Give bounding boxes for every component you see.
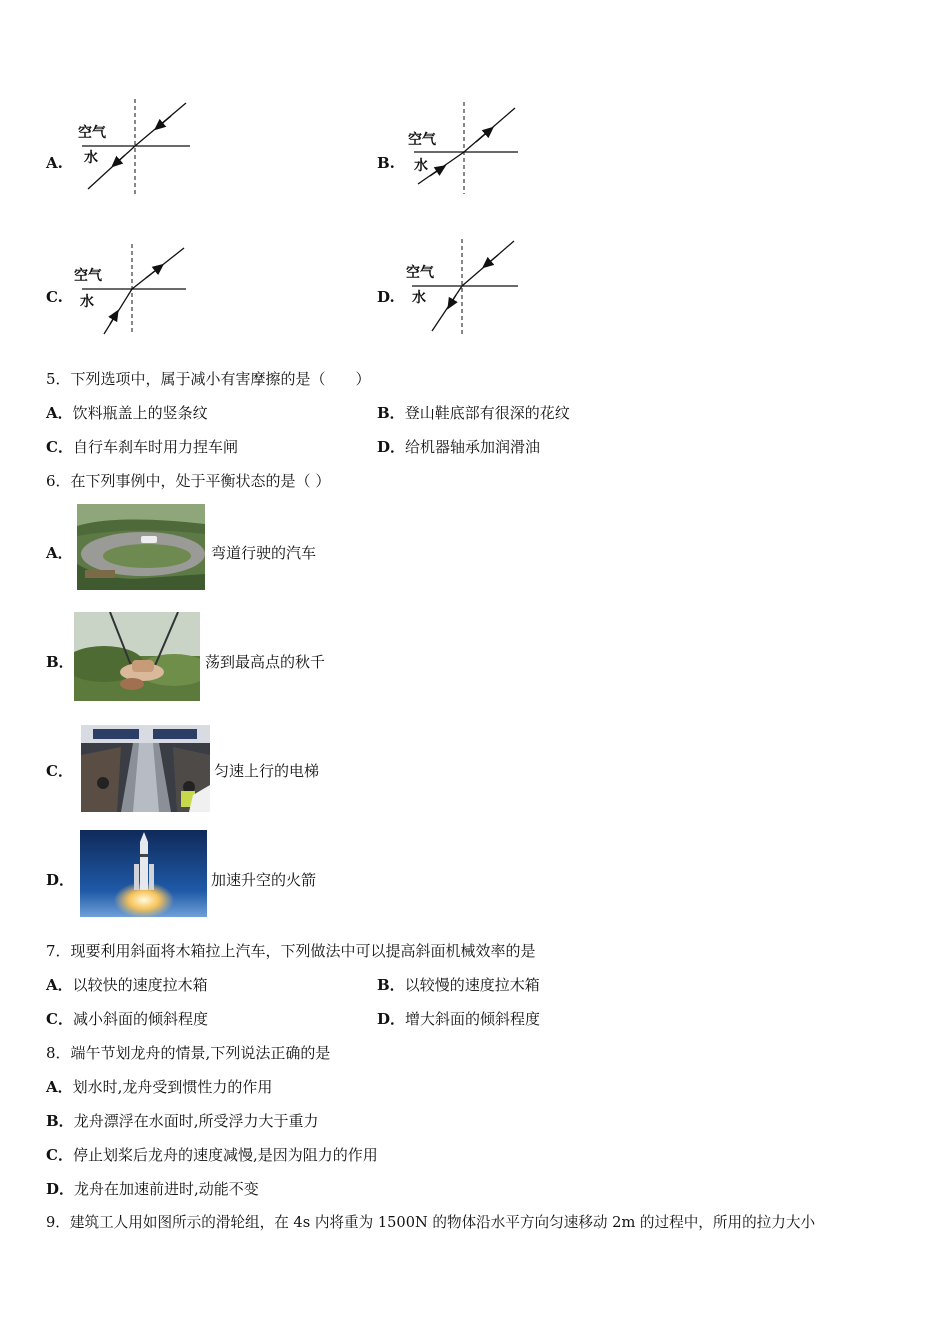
q6-option-d-text: 加速升空的火箭 <box>211 871 317 889</box>
q7-option-b: B．以较慢的速度拉木箱 <box>377 976 540 994</box>
rocket-photo <box>80 830 207 917</box>
q8-option-d: D．龙舟在加速前进时,动能不变 <box>46 1180 259 1198</box>
q6-option-b-text: 荡到最高点的秋千 <box>205 653 326 671</box>
q6-option-c-letter: C． <box>46 762 73 780</box>
curved-road-photo <box>77 504 205 590</box>
q5-stem: 5．下列选项中，属于减小有害摩擦的是（ ） <box>46 370 371 388</box>
q6-option-a-text: 弯道行驶的汽车 <box>211 544 317 562</box>
q5-option-a: A．饮料瓶盖上的竖条纹 <box>46 404 208 422</box>
q7-stem: 7．现要利用斜面将木箱拉上汽车，下列做法中可以提高斜面机械效率的是 <box>46 942 536 960</box>
water-label: 水 <box>84 150 98 166</box>
q4-option-b-diagram <box>400 98 530 198</box>
q4-option-c-diagram <box>70 240 200 340</box>
q7-option-d: D．增大斜面的倾斜程度 <box>377 1010 541 1028</box>
q8-stem: 8．端午节划龙舟的情景,下列说法正确的是 <box>46 1044 331 1062</box>
q4-option-a-letter: A. <box>46 154 63 172</box>
q6-option-a-letter: A． <box>46 544 73 562</box>
q6-stem: 6．在下列事例中，处于平衡状态的是（ ） <box>46 472 331 490</box>
q7-option-c: C．减小斜面的倾斜程度 <box>46 1010 208 1028</box>
q8-option-c: C．停止划桨后龙舟的速度减慢,是因为阻力的作用 <box>46 1146 378 1164</box>
q4-option-d-diagram <box>400 235 530 340</box>
q7-option-a: A．以较快的速度拉木箱 <box>46 976 208 994</box>
q6-option-d-letter: D． <box>46 871 75 889</box>
q4-option-d-letter: D. <box>377 288 395 306</box>
q8-option-a: A．划水时,龙舟受到惯性力的作用 <box>46 1078 273 1096</box>
q5-option-b: B．登山鞋底部有很深的花纹 <box>377 404 570 422</box>
q4-option-c-letter: C. <box>46 288 63 306</box>
q5-option-d: D．给机器轴承加润滑油 <box>377 438 541 456</box>
q8-option-b: B．龙舟漂浮在水面时,所受浮力大于重力 <box>46 1112 319 1130</box>
q4-option-a-diagram <box>70 95 200 200</box>
q5-option-c: C．自行车刹车时用力捏车闸 <box>46 438 238 456</box>
air-label: 空气 <box>408 132 436 148</box>
water-label: 水 <box>412 290 426 306</box>
q6-option-c-text: 匀速上行的电梯 <box>214 762 320 780</box>
air-label: 空气 <box>74 268 102 284</box>
q6-option-b-letter: B． <box>46 653 74 671</box>
water-label: 水 <box>80 294 94 310</box>
escalator-photo <box>81 725 210 812</box>
water-label: 水 <box>414 158 428 174</box>
air-label: 空气 <box>406 265 434 281</box>
q9-stem: 9．建筑工人用如图所示的滑轮组，在 4s 内将重为 1500N 的物体沿水平方向匀速移动 2m 的过程中，所用的拉力大小 <box>46 1214 816 1231</box>
air-label: 空气 <box>78 125 106 141</box>
q4-option-b-letter: B. <box>377 154 395 172</box>
swing-photo <box>74 612 200 701</box>
